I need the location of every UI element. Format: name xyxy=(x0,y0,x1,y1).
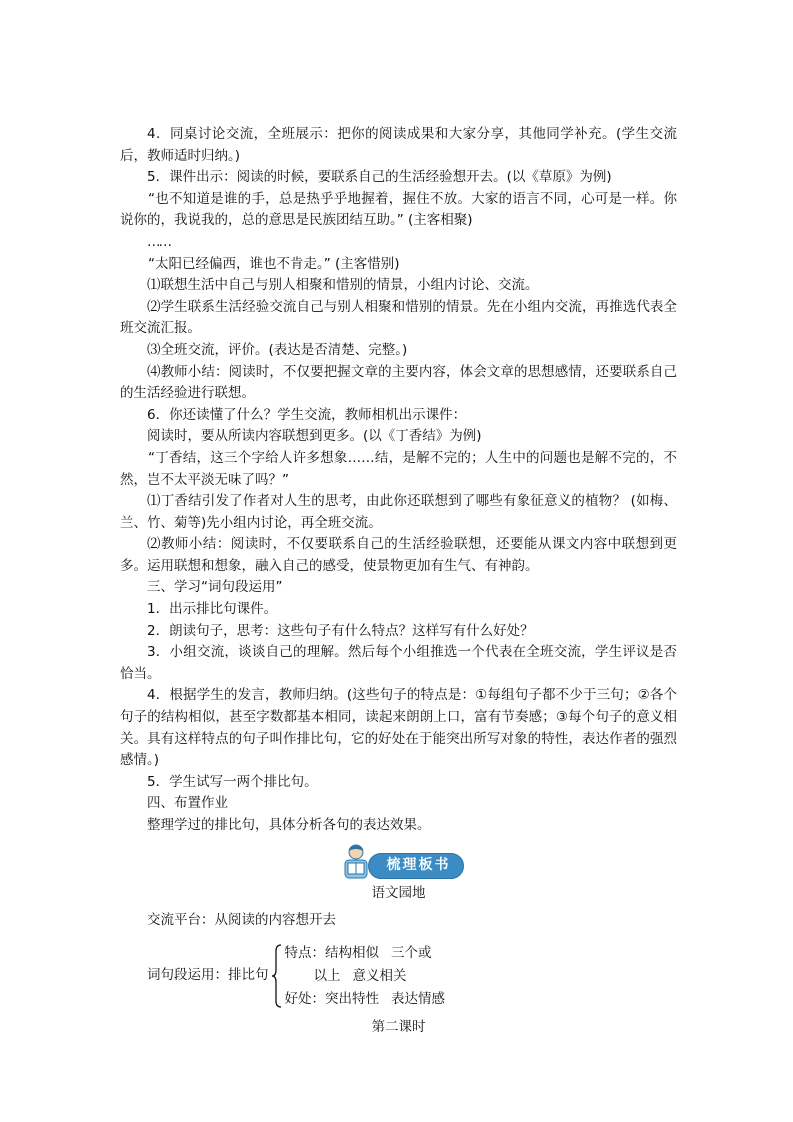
section-4-heading: 四、布置作业 xyxy=(147,795,228,812)
board-badge-wrap xyxy=(120,847,677,881)
quote-grassland-2: “太阳已经偏西，谁也不肯走。” (主客惜别) xyxy=(148,255,400,272)
document-page xyxy=(120,124,677,1038)
board-feature: 特点：结构相似 xyxy=(284,944,379,961)
board-content xyxy=(120,910,677,1038)
section-3-heading: 三、学习“词句段运用” xyxy=(147,579,283,596)
step-1: ⑴联想生活中自己与别人相聚和惜别的情景，小组内讨论、交流。 xyxy=(147,277,539,294)
step-3: ⑶全班交流，评价。(表达是否清楚、完整。) xyxy=(147,341,408,358)
homework: 整理学过的排比句，具体分析各句的表达效果。 xyxy=(147,817,431,833)
board-parallel-label: 词句段运用：排比句 xyxy=(147,967,269,984)
ellipsis: …… xyxy=(147,233,170,250)
board-feature-count: 三个或 xyxy=(391,944,432,961)
second-lesson-title: 第二课时 xyxy=(371,1018,426,1035)
parallel-step-4: 4．根据学生的发言，教师归纳。(这些句子的特点是：①每组句子都不少于三句；②各个句子的结构相似，甚至字数都基本相同，读起来朗朗上口，富有节奏感；③每个句子的意义相关。具有这样特点的句子叫作排比句，它的好处在于能突出所写对象的特性，表达作者的强烈感情。) xyxy=(120,687,677,769)
para-5-courseware: 5．课件出示：阅读的时候，要联系自己的生活经验想开去。(以《草原》为例) xyxy=(147,169,612,186)
board-benefit-emotion: 表达情感 xyxy=(391,990,445,1007)
quote-lilac: “丁香结，这三个字给人许多想象……结，是解不完的；人生中的问题也是解不完的，不然，岂不太平淡无味了吗？” xyxy=(120,449,677,488)
parallel-step-3: 3．小组交流，谈谈自己的理解。然后每个小组推选一个代表在全班交流，学生评议是否恰当。 xyxy=(120,644,677,682)
parallel-step-5: 5．学生试写一两个排比句。 xyxy=(147,773,318,790)
board-parallel-details xyxy=(285,942,446,1011)
step-2: ⑵学生联系生活经验交流自己与别人相聚和惜别的情景。先在小组内交流，再推选代表全班交流汇报。 xyxy=(120,298,677,337)
board-title: 语文园地 xyxy=(371,884,426,901)
board-parallel-row xyxy=(120,942,677,1011)
board-feature-above: 以上 xyxy=(313,967,341,984)
parallel-step-2: 2．朗读句子，思考：这些句子有什么特点？这样写有什么好处？ xyxy=(147,622,534,639)
board-benefit-row xyxy=(285,988,446,1011)
para-4-discussion: 4．同桌讨论交流，全班展示：把你的阅读成果和大家分享，其他同学补充。(学生交流后，教师适时归纳。) xyxy=(120,126,677,164)
parallel-step-1: 1．出示排比句课件。 xyxy=(147,601,278,618)
board-badge-label: 梳理板书 xyxy=(368,853,464,879)
lilac-step-2: ⑵教师小结：阅读时，不仅要联系自己的生活经验联想，还要能从课文内容中联想到更多。运用联想和想象，融入自己的感受，使景物更加有生气、有神韵。 xyxy=(120,536,677,574)
step-4: ⑷教师小结：阅读时，不仅要把握文章的主要内容，体会文章的思想感情，还要联系自己的生活经验进行联想。 xyxy=(120,363,677,402)
student-reading-icon xyxy=(336,843,376,881)
board-benefit: 好处：突出特性 xyxy=(284,990,379,1007)
para-6-reading: 阅读时，要从所读内容联想到更多。(以《丁香结》为例) xyxy=(147,428,482,445)
board-platform: 交流平台：从阅读的内容想开去 xyxy=(147,912,336,929)
brace-icon xyxy=(271,943,283,1009)
board-feature-row xyxy=(285,942,446,965)
board-badge xyxy=(334,853,464,879)
para-6: 6．你还读懂了什么？学生交流，教师相机出示课件： xyxy=(147,406,467,423)
quote-grassland-1: “也不知道是谁的手，总是热乎乎地握着，握住不放。大家的语言不同，心可是一样。你说你的，我说我的，总的意思是民族团结互助。” (主客相聚) xyxy=(120,190,677,229)
board-feature-related: 意义相关 xyxy=(352,967,407,984)
board-feature-row-2 xyxy=(285,965,446,988)
lilac-step-1: ⑴丁香结引发了作者对人生的思考，由此你还联想到了哪些有象征意义的植物？ (如梅、兰、竹、菊等)先小组内讨论，再全班交流。 xyxy=(120,493,677,531)
